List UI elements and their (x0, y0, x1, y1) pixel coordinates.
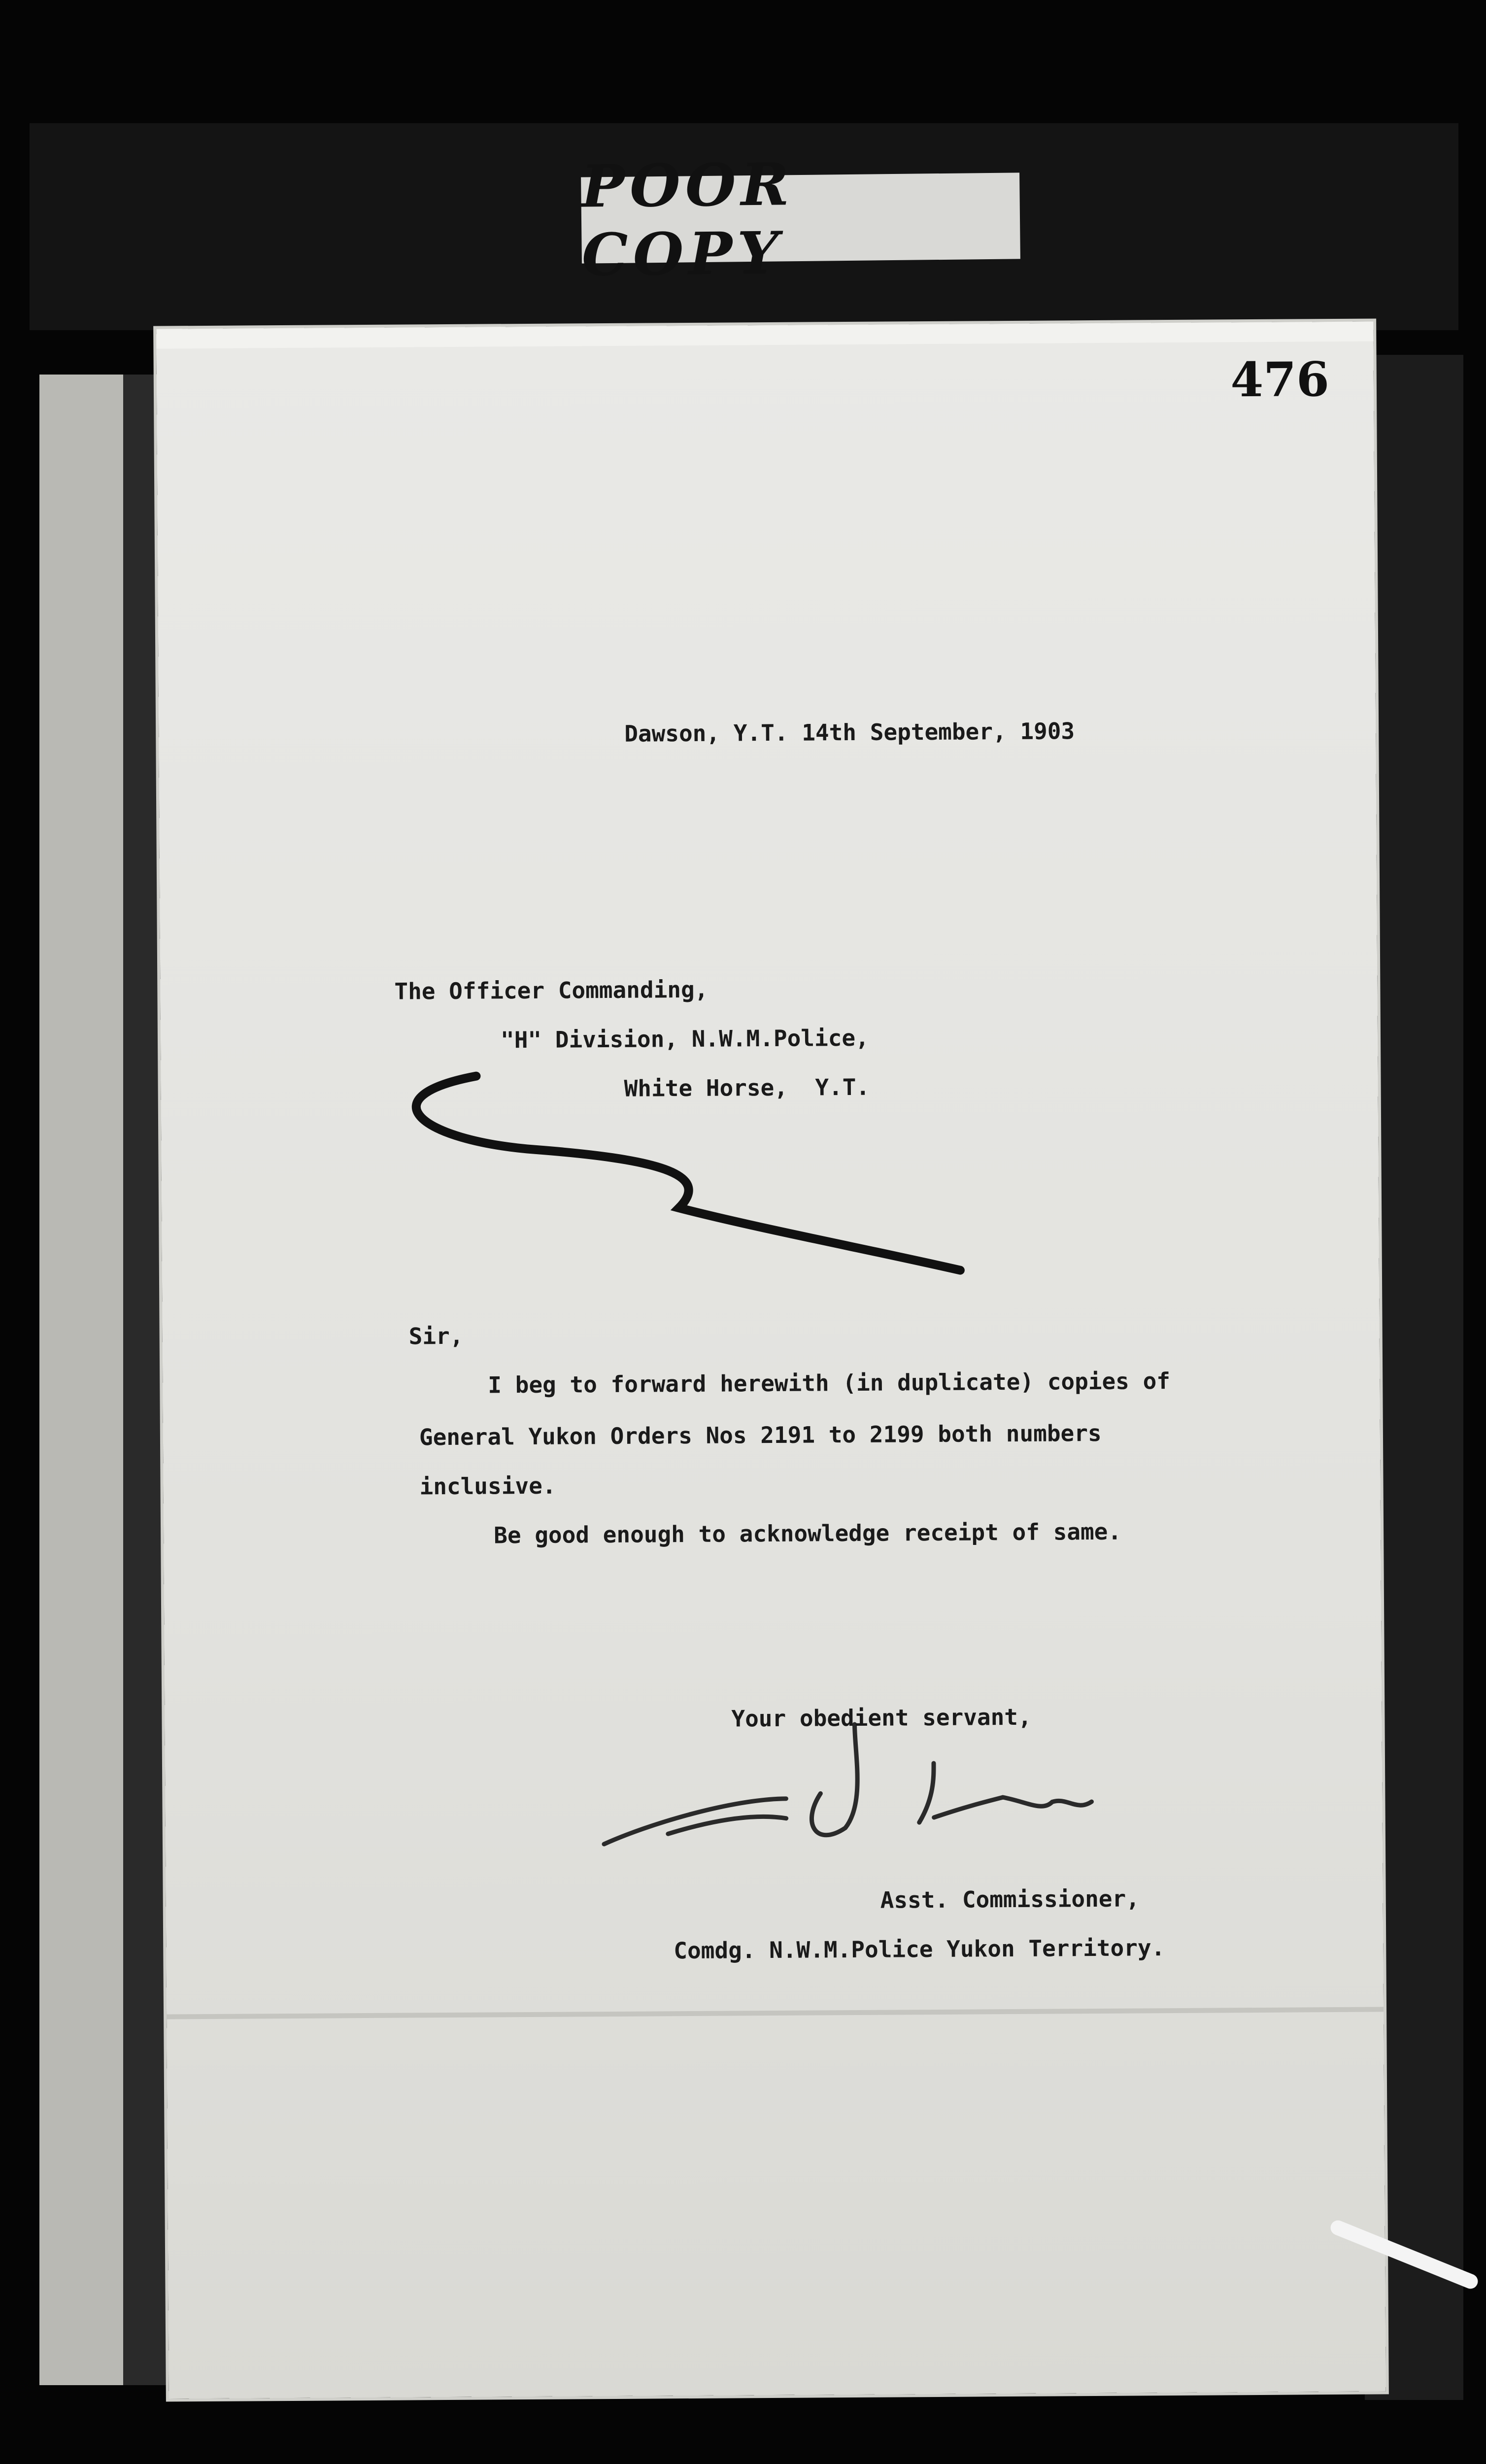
addressee-line-2: "H" Division, N.W.M.Police, (500, 1024, 869, 1054)
body-line-2: General Yukon Orders Nos 2191 to 2199 both numbers (419, 1419, 1102, 1451)
closing: Your obedient servant, (731, 1703, 1032, 1732)
body-line-1: I beg to forward herewith (in duplicate) copies of (488, 1368, 1171, 1399)
signatory-title-1: Asst. Commissioner, (880, 1885, 1140, 1914)
poor-copy-text: POOR COPY (580, 149, 795, 289)
body-line-3: inclusive. (419, 1472, 556, 1500)
body-line-4: Be good enough to acknowledge receipt of same. (493, 1518, 1122, 1549)
letter-page (156, 321, 1386, 2398)
ink-strokes (156, 321, 1386, 2398)
scribble-mark (416, 1073, 960, 1274)
addressee-line-1: The Officer Commanding, (394, 976, 709, 1005)
signatory-title-2: Comdg. N.W.M.Police Yukon Territory. (674, 1934, 1165, 1964)
page-number: 476 (1230, 351, 1330, 408)
poor-copy-label (580, 149, 1020, 289)
salutation: Sir, (408, 1322, 464, 1350)
dateline: Dawson, Y.T. 14th September, 1903 (624, 718, 1075, 747)
signature (604, 1723, 1092, 1844)
addressee-line-3: White Horse, Y.T. (624, 1073, 870, 1102)
binding-edge (39, 375, 123, 2385)
